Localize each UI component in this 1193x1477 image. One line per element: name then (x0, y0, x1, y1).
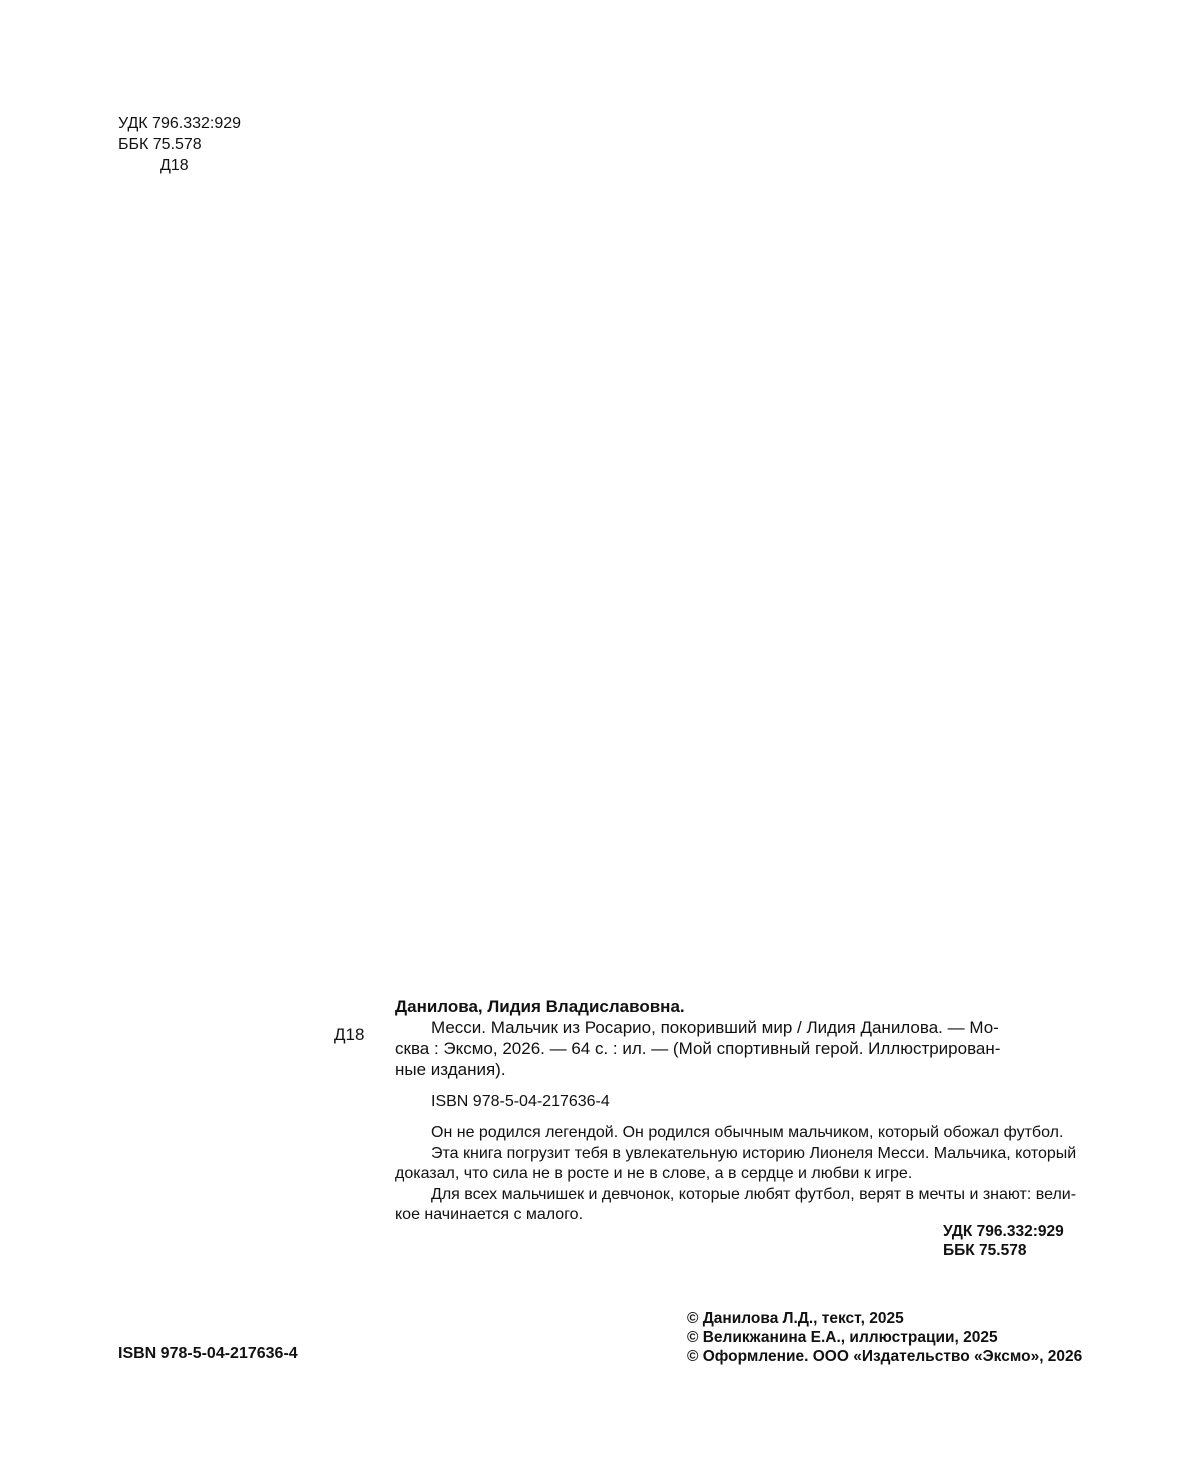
isbn-bottom: ISBN 978-5-04-217636-4 (118, 1345, 298, 1362)
annotation (395, 1123, 1077, 1226)
author-heading: Данилова, Лидия Владиславовна. (395, 997, 685, 1016)
card-classification-block (943, 1222, 1075, 1260)
copyright-text: © Данилова Л.Д., текст, 2025 (687, 1310, 904, 1327)
annotation-line: Эта книга погрузит тебя в увлекательную историю Лионеля Месси. Мальчика, который (431, 1144, 1077, 1162)
annotation-line: Для всех мальчишек и девчонок, которые любят футбол, верят в мечты и знают: вели- (431, 1185, 1077, 1203)
record-isbn: ISBN 978-5-04-217636-4 (431, 1093, 610, 1110)
copyright-block (687, 1309, 1082, 1366)
annotation-line: Он не родился легендой. Он родился обычным мальчиком, который обожал футбол. (431, 1124, 1064, 1141)
annotation-line: доказал, что сила не в росте и не в слове, а в сердце и любви к игре. (395, 1165, 913, 1182)
bibliographic-record (395, 996, 1077, 1226)
card-author-mark: Д18 (334, 1025, 365, 1044)
card-udk-code: УДК 796.332:929 (943, 1223, 1064, 1240)
bibliographic-description (395, 1017, 1077, 1080)
top-classification-block (118, 113, 241, 176)
udk-code: УДК 796.332:929 (118, 115, 242, 132)
copyright-design: © Оформление. ООО «Издательство «Эксмо», 2026 (687, 1348, 1083, 1365)
copyright-illustrations: © Великжанина Е.А., иллюстрации, 2025 (687, 1329, 998, 1346)
bbk-code: ББК 75.578 (118, 136, 202, 153)
author-mark: Д18 (160, 157, 189, 174)
description-line: сква : Эксмо, 2026. — 64 с. : ил. — (Мой спортивный герой. Иллюстрирован- (395, 1039, 1001, 1058)
description-line: ные издания). (395, 1060, 506, 1079)
annotation-line: кое начинается с малого. (395, 1206, 584, 1223)
card-bbk-code: ББК 75.578 (943, 1242, 1027, 1259)
description-line: Месси. Мальчик из Росарио, покоривший мир / Лидия Данилова. — Мо- (431, 1018, 999, 1037)
